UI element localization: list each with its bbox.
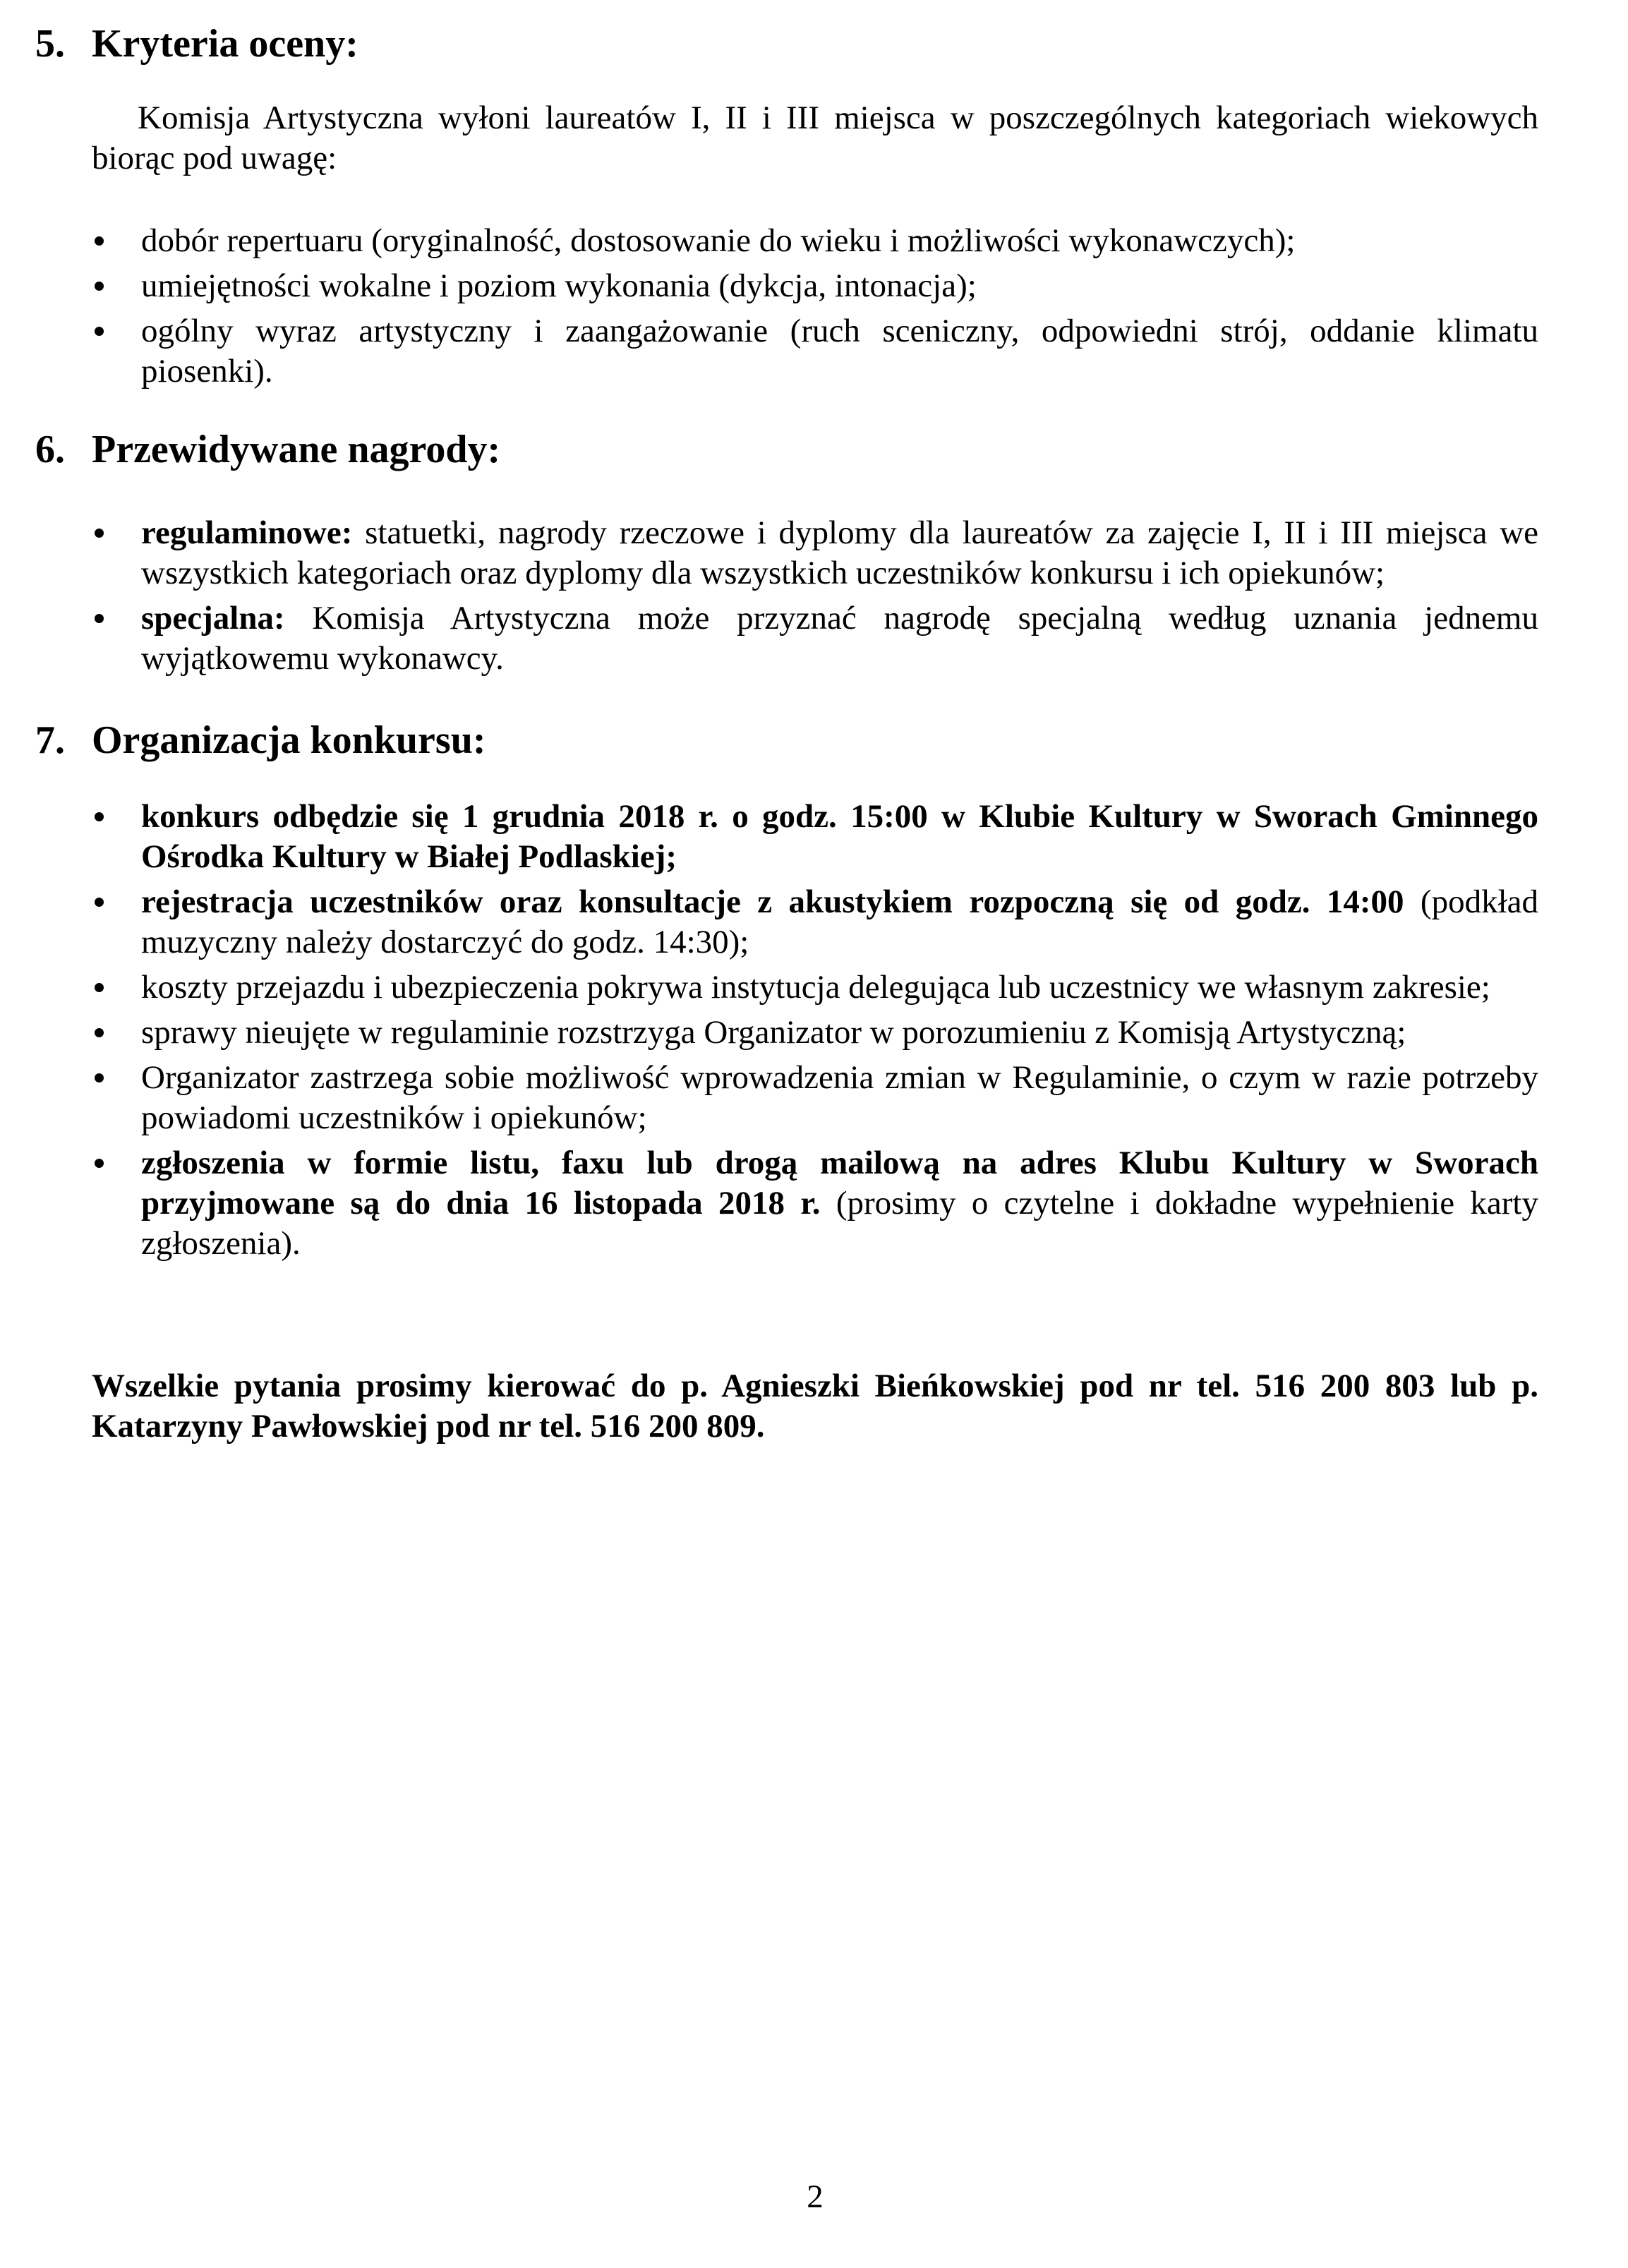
bullet-text: (podkład muzyczny należy dostarczyć do godz. 14:30); — [141, 883, 1538, 960]
bullet-text: dobór repertuaru (oryginalność, dostosowanie do wieku i możliwości wykonawczych); — [141, 222, 1296, 259]
section-organizacja-konkursu — [35, 718, 1538, 1264]
section-6-heading — [35, 427, 1538, 472]
bullet-item — [92, 311, 1538, 392]
bullet-item — [92, 967, 1538, 1008]
section-7-title: Organizacja konkursu: — [92, 718, 486, 762]
bullet-bold-text: zgłoszenia w formie listu, faxu lub drogą mailową na adres Klubu Kultury w Sworach przyjmowane są do dnia 16 listopada 2018 r. — [141, 1145, 1538, 1222]
bullet-text: sprawy nieujęte w regulaminie rozstrzyga Organizator w porozumieniu z Komisją Artystyczną; — [141, 1014, 1406, 1051]
section-kryteria-oceny — [35, 21, 1538, 392]
bullet-item — [92, 797, 1538, 877]
contact-note-paragraph: Wszelkie pytania prosimy kierować do p. Agnieszki Bieńkowskiej pod nr tel. 516 200 803 lub p. Katarzyny Pawłowskiej pod nr tel. 516 200 809. — [92, 1368, 1538, 1444]
section-przewidywane-nagrody — [35, 427, 1538, 679]
bullet-item — [92, 1058, 1538, 1138]
bullet-text: (prosimy o czytelne i dokładne wypełnienie karty zgłoszenia). — [141, 1185, 1538, 1262]
bullet-bold-text: konkurs odbędzie się 1 grudnia 2018 r. o godz. 15:00 w Klubie Kultury w Sworach Gminnego Ośrodka Kultury w Białej Podlaskiej; — [141, 798, 1538, 875]
section-7-number: 7. — [35, 718, 65, 762]
organization-bullet-list — [92, 797, 1538, 1264]
bullet-item — [92, 882, 1538, 963]
section-6-number: 6. — [35, 428, 65, 471]
bullet-bold-text: regulaminowe: — [141, 514, 353, 551]
bullet-text: Komisja Artystyczna może przyznać nagrodę specjalną według uznania jednemu wyjątkowemu wykonawcy. — [141, 600, 1538, 677]
section-7-heading — [35, 718, 1538, 763]
bullet-item — [92, 266, 1538, 306]
prizes-bullet-list — [92, 513, 1538, 679]
bullet-text: ogólny wyraz artystyczny i zaangażowanie (ruch sceniczny, odpowiedni strój, oddanie klimatu piosenki). — [141, 313, 1538, 390]
bullet-item — [92, 221, 1538, 261]
bullet-text: statuetki, nagrody rzeczowe i dyplomy dla laureatów za zajęcie I, II i III miejsca we wszystkich kategoriach oraz dyplomy dla wszystkich uczestników konkursu i ich opiekunów; — [141, 514, 1538, 591]
bullet-bold-text: rejestracja uczestników oraz konsultacje z akustykiem rozpoczną się od godz. 14:00 — [141, 883, 1404, 920]
bullet-text: Organizator zastrzega sobie możliwość wprowadzenia zmian w Regulaminie, o czym w razie potrzeby powiadomi uczestników i opiekunów; — [141, 1059, 1538, 1136]
bullet-text: koszty przejazdu i ubezpieczenia pokrywa instytucja delegująca lub uczestnicy we własnym zakresie; — [141, 969, 1490, 1006]
section-5-heading — [35, 21, 1538, 66]
section-5-intro-paragraph: Komisja Artystyczna wyłoni laureatów I, II i III miejsca w poszczególnych kategoriach wiekowych biorąc pod uwagę: — [92, 99, 1538, 176]
page-number: 2 — [807, 2178, 824, 2215]
section-5-title: Kryteria oceny: — [92, 22, 358, 66]
bullet-item — [92, 1013, 1538, 1053]
bullet-item — [92, 513, 1538, 593]
bullet-item — [92, 1143, 1538, 1264]
bullet-bold-text: specjalna: — [141, 600, 285, 637]
criteria-bullet-list — [92, 221, 1538, 392]
bullet-item — [92, 598, 1538, 679]
section-5-number: 5. — [35, 22, 65, 66]
bullet-text: umiejętności wokalne i poziom wykonania (dykcja, intonacja); — [141, 267, 977, 304]
section-6-title: Przewidywane nagrody: — [92, 428, 501, 471]
